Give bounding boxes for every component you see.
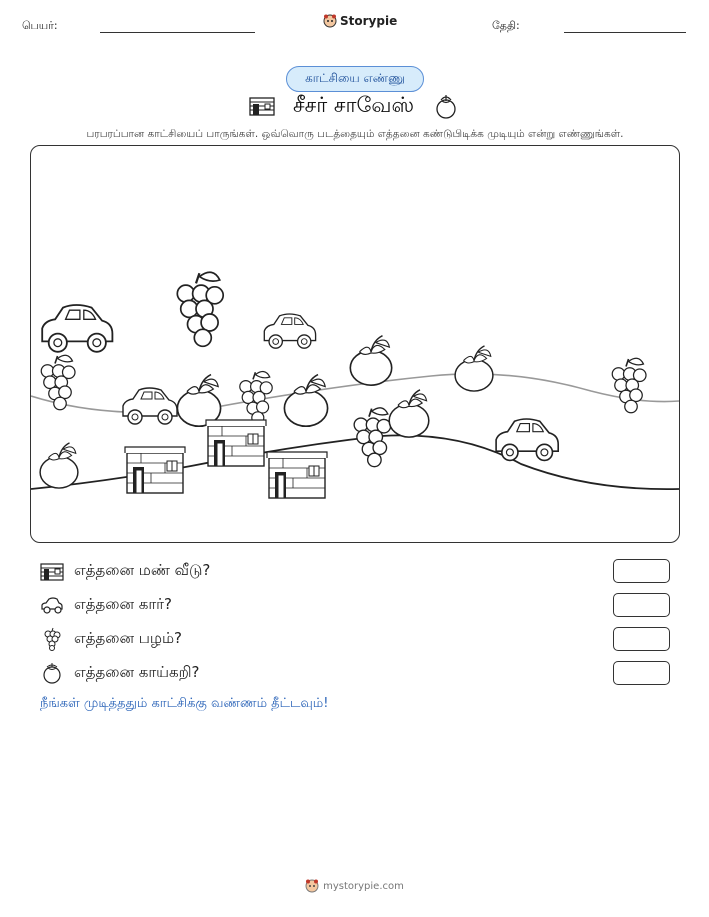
- mud-house-icon: [249, 96, 275, 116]
- answer-box-grapes[interactable]: [613, 627, 670, 651]
- brand-logo: [323, 14, 397, 28]
- date-label: தேதி:: [492, 19, 520, 32]
- question-text: எத்தனை மண் வீடு?: [74, 561, 211, 579]
- name-field-line[interactable]: [100, 32, 255, 33]
- car-icon: [40, 593, 64, 617]
- question-mud-house: [40, 559, 210, 583]
- footer-url: mystorypie.com: [323, 880, 404, 892]
- date-field-line[interactable]: [564, 32, 686, 33]
- mud-house-icon: [40, 559, 64, 583]
- tomato-icon: [40, 661, 64, 685]
- brand-name: Storypie: [340, 14, 398, 28]
- closing-note: நீங்கள் முடித்ததும் காட்சிக்கு வண்ணம் தீட்டவும்!: [40, 696, 329, 711]
- grapes-icon: [40, 627, 64, 651]
- answer-box-mud-house[interactable]: [613, 559, 670, 583]
- scene-illustration: [31, 146, 679, 542]
- mascot-icon: [305, 879, 319, 893]
- instructions: பரபரப்பான காட்சியைப் பாருங்கள். ஒவ்வொரு படத்தையும் எத்தனை கண்டுபிடிக்க முடியும் என்று எண்ணுங்கள்.: [86, 128, 624, 140]
- question-car: [40, 593, 172, 617]
- footer-brand: [0, 879, 709, 893]
- name-label: பெயர்:: [22, 19, 58, 32]
- tomato-icon: [432, 92, 460, 120]
- question-text: எத்தனை காய்கறி?: [74, 663, 200, 681]
- mascot-icon: [323, 14, 337, 28]
- answer-box-car[interactable]: [613, 593, 670, 617]
- answer-box-tomato[interactable]: [613, 661, 670, 685]
- question-tomato: [40, 661, 200, 685]
- page-title-row: [0, 90, 709, 122]
- counting-scene: [30, 145, 680, 543]
- question-text: எத்தனை பழம்?: [74, 629, 183, 647]
- activity-badge: காட்சியை எண்ணு: [286, 66, 424, 92]
- question-text: எத்தனை கார்?: [74, 595, 172, 613]
- page-title: சீசர் சாவேஸ்: [292, 92, 415, 117]
- question-grapes: [40, 627, 182, 651]
